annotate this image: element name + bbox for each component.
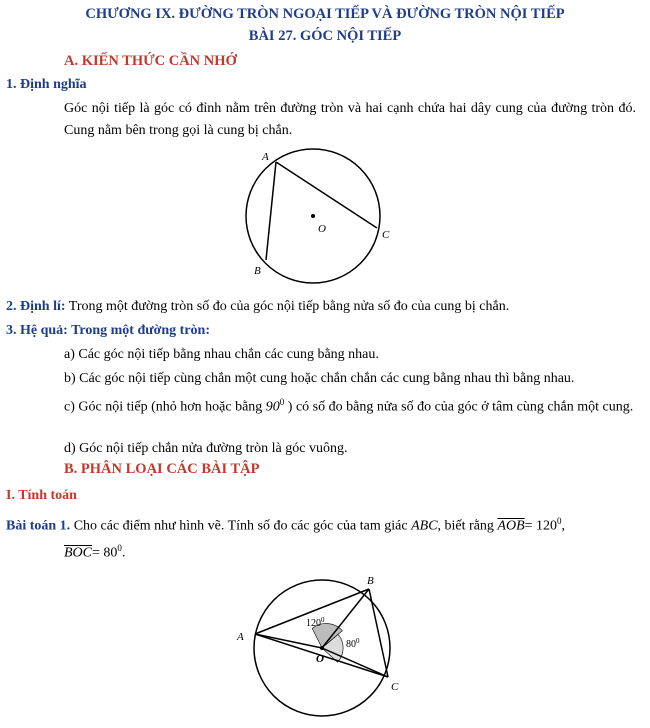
label-o-2: O xyxy=(316,653,324,665)
label-c-2: C xyxy=(391,681,399,693)
problem-1-line2: $\overline{BOC}= 80^0$. xyxy=(64,543,126,561)
corollary-heading: 3. Hệ quả: Trong một đường tròn: xyxy=(6,323,211,338)
center-dot-2 xyxy=(320,646,324,650)
section-b-subtitle: I. Tính toán xyxy=(6,488,77,503)
radius-oa xyxy=(255,634,322,648)
definition-heading: 1. Định nghĩa xyxy=(6,77,87,92)
corollary-c: c) Góc nội tiếp (nhỏ hơn hoặc bằng $90^0$ ) có số đo bằng nửa số đo của góc ở tâm cùng chắn một cung. xyxy=(64,397,634,415)
label-b-2: B xyxy=(367,575,374,587)
radius-oc xyxy=(322,648,388,677)
label-a-2: A xyxy=(237,631,244,643)
side-bc xyxy=(369,589,388,677)
theorem-label: 2. Định lí: xyxy=(6,299,66,314)
label-c: C xyxy=(382,229,390,241)
figure-inscribed-angle xyxy=(240,145,410,285)
problem-label: Bài toán 1. xyxy=(6,518,71,534)
theorem-text: Trong một đường tròn số đo của góc nội tiếp bằng nửa số đo của cung bị chắn. xyxy=(65,299,510,314)
center-dot xyxy=(311,214,315,218)
corollary-a: a) Các góc nội tiếp bằng nhau chắn các cung bằng nhau. xyxy=(64,347,379,362)
label-a: A xyxy=(262,151,269,163)
chapter-title: CHƯƠNG IX. ĐƯỜNG TRÒN NGOẠI TIẾP VÀ ĐƯỜNG TRÒN NỘI TIẾP xyxy=(85,6,565,22)
angle-aob: $\overline{AOB}$ xyxy=(497,518,525,534)
corollary-d: d) Góc nội tiếp chắn nửa đường tròn là góc vuông. xyxy=(64,441,348,456)
chord-ac xyxy=(276,162,377,228)
label-b: B xyxy=(254,265,261,277)
chord-ab xyxy=(266,162,276,260)
problem-1: Bài toán 1. Cho các điểm như hình vẽ. Tính số đo các góc của tam giác ABC, biết rằng $\overline{AOB}= 120^0$, xyxy=(6,516,566,534)
theorem xyxy=(6,296,509,317)
figure-triangle-abc xyxy=(230,565,420,728)
label-80: $80^0$ xyxy=(346,637,360,650)
corollary-b: b) Các góc nội tiếp cùng chắn một cung hoặc chắn chắn các cung bằng nhau thì bằng nhau. xyxy=(64,371,575,386)
definition-text: Góc nội tiếp là góc có đỉnh nằm trên đường tròn và hai cạnh chứa hai dây cung của đường tròn đó. Cung nằm bên trong gọi là cung bị chắn. xyxy=(64,101,636,138)
label-120: $120^0$ xyxy=(306,616,325,629)
label-o: O xyxy=(318,223,326,235)
angle-boc: $\overline{BOC}$ xyxy=(64,545,92,561)
lesson-title: BÀI 27. GÓC NỘI TIẾP xyxy=(248,28,402,44)
section-a-title: A. KIẾN THỨC CẦN NHỚ xyxy=(64,53,237,69)
section-b-title: B. PHÂN LOẠI CÁC BÀI TẬP xyxy=(64,461,260,477)
